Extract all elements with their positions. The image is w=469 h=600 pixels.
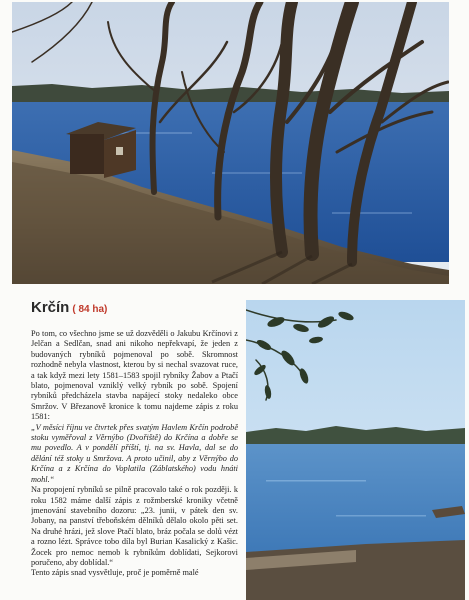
photo-lake-trees bbox=[12, 2, 449, 284]
photo-lake-branches bbox=[246, 300, 465, 600]
article-body bbox=[31, 329, 238, 579]
paragraph-intro: Po tom, co všechno jsme se už dozvěděli o Jakubu Krčínovi z Jelčan a Sedlčan, snad ani nikoho nepřekvapí, že jeden z budovaných rybníků pojmenoval po sobě. Skromnost rozhodně nebyla vlastnost, kterou by si nechal svazovat ruce, a tak když mezi lety 1581–1583 spojil rybníky Žabov a Ptačí blato, pojmenoval vzniklý velký rybník po sobě. Spojení rybníků předcházela stavba napájecí stoky nedaleko obce Smržov. V Březanově kronice k tomu najdeme zápis z roku 1581: bbox=[31, 329, 238, 422]
paragraph-quote-1581: „V měsíci říjnu ve čtvrtek přes svatým Havlem Krčín podrobě stoku vyměřoval z Věrnýbo (Dvořiště) do Krčína a dobře se mu povedlo. A v pondělí příští, tj. na sv. Havla, dal se do dělání též stoky u Smržova. A proto učinil, aby z Věrnýbo do Krčína a z Krčína do Voplatila (Záblatského) vodu hnáti mohl.“ bbox=[31, 422, 238, 484]
section-title: Krčín bbox=[31, 299, 70, 316]
section-area: ( 84 ha) bbox=[72, 304, 108, 315]
section-heading bbox=[31, 298, 238, 320]
article-text-column bbox=[31, 298, 238, 598]
paragraph-continued: Tento zápis snad vysvětluje, proč je poměrně malé bbox=[31, 568, 199, 578]
paragraph-1582: Na propojení rybníků se pilně pracovalo také o rok později. k roku 1582 máme další zápis z rožmberské kroniky včetně jmenování stavebního dozoru: „23. junii, v pátek den sv. Jobany, na panství třeboňském dělníků dělalo okolo pěti set. Na druhé hrázi, jež slove Ptačí blato, bráz počala se dolů vézt a rozno lézt. Správce tobo díla byl Burian Kasalický z Kašic. Žocek pro nemoc nemob k rybníkům doblídati, Sejkorovi poručeno, aby doblídal.“ bbox=[31, 485, 238, 567]
